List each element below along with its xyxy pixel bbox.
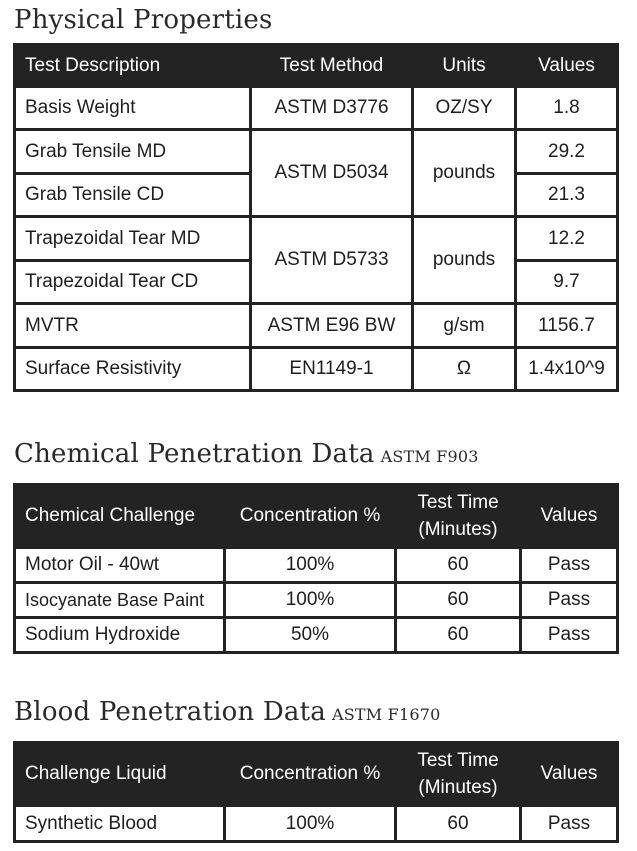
units-cell: pounds xyxy=(413,217,516,304)
column-header: Test Method xyxy=(251,45,413,87)
challenge-liquid-cell: Synthetic Blood xyxy=(15,806,225,842)
value-cell: 1156.7 xyxy=(516,304,618,348)
table-row xyxy=(15,217,618,261)
column-header: Values xyxy=(516,45,618,87)
test-time-cell: 60 xyxy=(396,583,521,618)
test-method-cell: ASTM E96 BW xyxy=(251,304,413,348)
value-cell: 12.2 xyxy=(516,217,618,261)
blood-penetration-table xyxy=(13,741,619,843)
concentration-cell: 100% xyxy=(225,583,396,618)
test-description-cell: Trapezoidal Tear CD xyxy=(15,261,251,304)
test-description-cell: Grab Tensile MD xyxy=(15,130,251,174)
table-header-row xyxy=(15,743,618,806)
table-row xyxy=(15,548,618,583)
table-row xyxy=(15,348,618,391)
value-cell: Pass xyxy=(521,806,618,842)
column-header: Chemical Challenge xyxy=(15,485,225,548)
concentration-cell: 100% xyxy=(225,548,396,583)
units-cell: OZ/SY xyxy=(413,87,516,130)
table-header-row xyxy=(15,45,618,87)
test-time-cell: 60 xyxy=(396,548,521,583)
chemical-penetration-title-text: Chemical Penetration Data xyxy=(14,439,375,469)
test-method-cell: EN1149-1 xyxy=(251,348,413,391)
value-cell: 29.2 xyxy=(516,130,618,174)
table-row xyxy=(15,87,618,130)
physical-properties-title-text: Physical Properties xyxy=(14,5,273,35)
test-method-cell: ASTM D5733 xyxy=(251,217,413,304)
blood-penetration-title-text: Blood Penetration Data xyxy=(14,697,326,727)
test-method-cell: ASTM D5034 xyxy=(251,130,413,217)
table-row xyxy=(15,806,618,842)
units-cell: pounds xyxy=(413,130,516,217)
chemical-name-cell: Isocyanate Base Paint xyxy=(15,583,225,618)
test-description-cell: Grab Tensile CD xyxy=(15,174,251,217)
value-cell: 1.4x10^9 xyxy=(516,348,618,391)
value-cell: Pass xyxy=(521,583,618,618)
table-row xyxy=(15,304,618,348)
chemical-name-cell: Motor Oil - 40wt xyxy=(15,548,225,583)
column-header: Values xyxy=(521,485,618,548)
test-time-cell: 60 xyxy=(396,618,521,653)
physical-properties-table xyxy=(13,43,619,392)
chemical-penetration-standard: ASTM F903 xyxy=(380,447,479,466)
test-time-cell: 60 xyxy=(396,806,521,842)
test-description-cell: Surface Resistivity xyxy=(15,348,251,391)
column-header: Challenge Liquid xyxy=(15,743,225,806)
column-header: Test Description xyxy=(15,45,251,87)
concentration-cell: 100% xyxy=(225,806,396,842)
blood-penetration-standard: ASTM F1670 xyxy=(331,705,441,724)
column-header: Units xyxy=(413,45,516,87)
table-row xyxy=(15,583,618,618)
table-row xyxy=(15,618,618,653)
chemical-penetration-table xyxy=(13,483,619,654)
value-cell: Pass xyxy=(521,548,618,583)
column-header: Values xyxy=(521,743,618,806)
concentration-cell: 50% xyxy=(225,618,396,653)
value-cell: 1.8 xyxy=(516,87,618,130)
blood-penetration-title xyxy=(14,697,440,727)
column-header: Test Time (Minutes) xyxy=(396,485,521,548)
value-cell: Pass xyxy=(521,618,618,653)
chemical-name-cell: Sodium Hydroxide xyxy=(15,618,225,653)
test-description-cell: Basis Weight xyxy=(15,87,251,130)
test-description-cell: Trapezoidal Tear MD xyxy=(15,217,251,261)
physical-properties-title xyxy=(14,5,273,35)
table-row xyxy=(15,130,618,174)
column-header: Concentration % xyxy=(225,743,396,806)
test-description-cell: MVTR xyxy=(15,304,251,348)
chemical-penetration-title xyxy=(14,439,479,469)
value-cell: 9.7 xyxy=(516,261,618,304)
table-header-row xyxy=(15,485,618,548)
units-cell: Ω xyxy=(413,348,516,391)
value-cell: 21.3 xyxy=(516,174,618,217)
column-header: Concentration % xyxy=(225,485,396,548)
units-cell: g/sm xyxy=(413,304,516,348)
column-header: Test Time (Minutes) xyxy=(396,743,521,806)
test-method-cell: ASTM D3776 xyxy=(251,87,413,130)
